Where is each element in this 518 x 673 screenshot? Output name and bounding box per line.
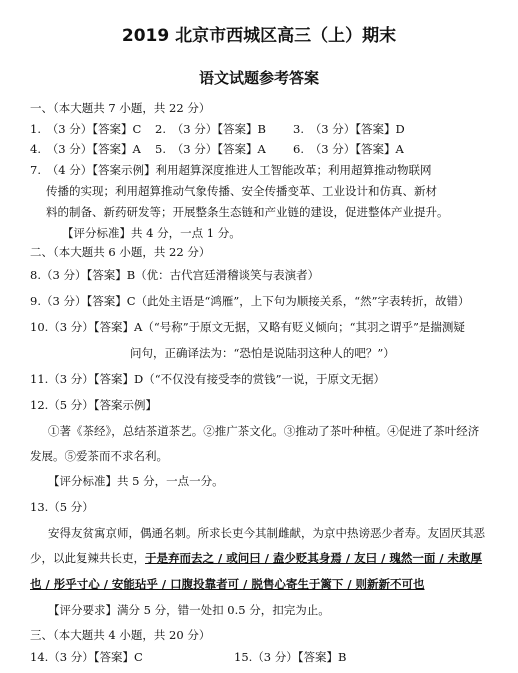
document-subtitle: 语文试题参考答案 — [198, 69, 319, 87]
section-2-header: 二、（本大题共 6 小题，共 22 分） — [30, 245, 211, 259]
answer-q12-header: 12.（5 分）【答案示例】 — [30, 398, 158, 412]
answer-q7-line-2: 传播的实现；利用超算推动气象传播、安全传播变革、工业设计和仿真、新材 — [46, 184, 437, 198]
answer-q4: 4. （3 分）【答案】A — [30, 142, 141, 156]
answer-q8: 8.（3 分）【答案】B（优：古代宫廷滑稽谈笑与表演者） — [30, 268, 320, 282]
answer-q7-line-3: 料的制备、新药研发等；开展整条生态链和产业链的建设，促进整体产业提升。 — [46, 205, 449, 219]
section-3-header: 三、（本大题共 4 小题，共 20 分） — [30, 628, 211, 642]
answer-q13-line-1: 安得友贫寓京师，偶通名刺。所求长吏今其制雌献，为京中热谤恶少者寿。友固厌其恶 — [48, 526, 485, 540]
answer-q6: 6. （3 分）【答案】A — [293, 142, 404, 156]
answer-q13-line-2 — [30, 551, 482, 565]
answer-q7-line-1: 7. （4 分）【答案示例】利用超算深度推进人工智能改革；利用超算推动物联网 — [30, 163, 432, 177]
answer-q7-score: 【评分标准】共 4 分，一点 1 分。 — [62, 226, 241, 240]
section-1-header: 一、（本大题共 7 小题，共 22 分） — [30, 101, 211, 115]
answer-q13-line-3: 也 / 彤乎寸心 / 安能玷乎 / 口腹投靠者可 / 脱售心寄生于篱下 / 则新新不可也 — [30, 577, 425, 591]
answer-q14: 14.（3 分）【答案】C — [30, 650, 143, 664]
answer-q2: 2. （3 分）【答案】B — [155, 122, 266, 136]
document-title: 2019 北京市西城区高三（上）期末 — [121, 26, 397, 46]
answer-q13-line-2-punctuated: 于是弃而去之 / 或问曰 / 盍少贬其身焉 / 友曰 / 瑰然一面 / 未敢厚 — [145, 551, 483, 565]
answer-q12-score: 【评分标准】共 5 分，一点一分。 — [48, 474, 224, 488]
answer-q11: 11.（3 分）【答案】D（“不仅没有接受李的赏钱”一说，于原文无据） — [30, 372, 385, 386]
answer-q3: 3. （3 分）【答案】D — [293, 122, 405, 136]
answer-q12-line-2: 发展。⑤爱茶而不求名利。 — [30, 449, 168, 463]
answer-q13-header: 13.（5 分） — [30, 500, 94, 514]
answer-q10-line-1: 10.（3 分）【答案】A（“号称”于原文无据，又略有贬义倾向；“其羽之谓乎”是揣测疑 — [30, 320, 465, 334]
answer-q10-line-2: 问句，正确译法为：“恐怕是说陆羽这种人的吧？”） — [130, 346, 395, 360]
answer-q13-line-2-plain: 少，以此复辣共长吏， — [30, 551, 145, 565]
answer-q5: 5. （3 分）【答案】A — [155, 142, 266, 156]
answer-q15: 15.（3 分）【答案】B — [234, 650, 347, 664]
answer-q12-line-1: ①著《茶经》，总结茶道茶艺。②推广茶文化。③推动了茶叶种植。④促进了茶叶经济 — [48, 424, 480, 438]
answer-q9: 9.（3 分）【答案】C（此处主语是“鸿雁”，上下句为顺接关系，“然”字表转折，故错） — [30, 294, 470, 308]
answer-q1: 1. （3 分）【答案】C — [30, 122, 142, 136]
answer-q13-score: 【评分要求】满分 5 分，错一处扣 0.5 分，扣完为止。 — [48, 603, 330, 617]
